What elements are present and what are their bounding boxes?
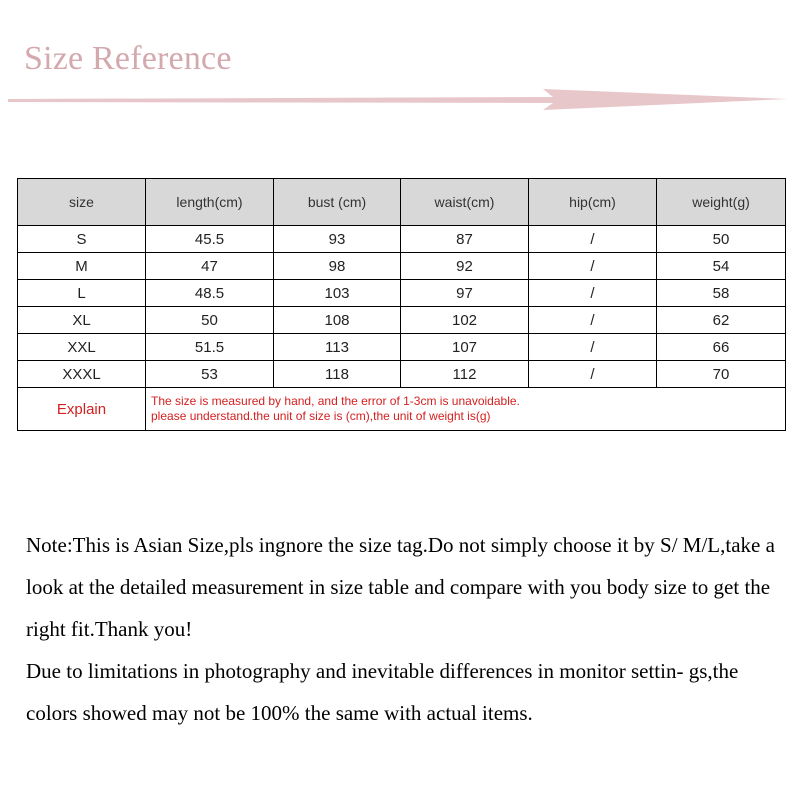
table-cell: M xyxy=(18,253,146,280)
notes-section xyxy=(26,524,786,734)
column-header-hip: hip(cm) xyxy=(529,179,657,226)
explain-text xyxy=(146,388,786,431)
table-cell: 51.5 xyxy=(146,334,274,361)
table-cell: 107 xyxy=(401,334,529,361)
table-cell: 112 xyxy=(401,361,529,388)
table-cell: 54 xyxy=(657,253,786,280)
explain-label: Explain xyxy=(18,388,146,431)
table-cell: 50 xyxy=(657,226,786,253)
column-header-size: size xyxy=(18,179,146,226)
table-cell: XXL xyxy=(18,334,146,361)
table-cell: 66 xyxy=(657,334,786,361)
table-cell: 103 xyxy=(274,280,401,307)
page-title: Size Reference xyxy=(24,40,232,77)
table-cell: 113 xyxy=(274,334,401,361)
table-cell: 45.5 xyxy=(146,226,274,253)
size-table xyxy=(17,178,786,431)
explain-row xyxy=(18,388,786,431)
table-row xyxy=(18,253,786,280)
table-cell: / xyxy=(529,361,657,388)
table-cell: 87 xyxy=(401,226,529,253)
table-cell: 98 xyxy=(274,253,401,280)
table-cell: 62 xyxy=(657,307,786,334)
explain-line-1: The size is measured by hand, and the error of 1-3cm is unavoidable. xyxy=(151,394,520,408)
table-cell: 118 xyxy=(274,361,401,388)
table-cell: XL xyxy=(18,307,146,334)
column-header-bust: bust (cm) xyxy=(274,179,401,226)
table-cell: 70 xyxy=(657,361,786,388)
table-cell: 102 xyxy=(401,307,529,334)
table-row xyxy=(18,361,786,388)
column-header-length: length(cm) xyxy=(146,179,274,226)
table-cell: / xyxy=(529,253,657,280)
table-cell: / xyxy=(529,334,657,361)
table-row xyxy=(18,226,786,253)
table-row xyxy=(18,334,786,361)
note-paragraph-size: Note:This is Asian Size,pls ingnore the size tag.Do not simply choose it by S/ M/L,take a look at the detailed measurement in size table and compare with you body size to get the right fit.Thank you! xyxy=(26,533,775,641)
table-cell: 97 xyxy=(401,280,529,307)
table-cell: 53 xyxy=(146,361,274,388)
column-header-waist: waist(cm) xyxy=(401,179,529,226)
table-cell: XXXL xyxy=(18,361,146,388)
table-cell: / xyxy=(529,280,657,307)
table-cell: 108 xyxy=(274,307,401,334)
table-cell: 47 xyxy=(146,253,274,280)
table-cell: S xyxy=(18,226,146,253)
table-row xyxy=(18,307,786,334)
table-row xyxy=(18,280,786,307)
column-header-weight: weight(g) xyxy=(657,179,786,226)
table-header-row xyxy=(18,179,786,226)
table-cell: 50 xyxy=(146,307,274,334)
table-cell: 92 xyxy=(401,253,529,280)
table-cell: / xyxy=(529,307,657,334)
table-cell: 93 xyxy=(274,226,401,253)
note-paragraph-colors: Due to limitations in photography and inevitable differences in monitor settin- gs,the colors showed may not be 100% the same with actual items. xyxy=(26,659,739,725)
table-cell: 58 xyxy=(657,280,786,307)
decorative-arrow xyxy=(8,86,788,114)
table-cell: L xyxy=(18,280,146,307)
table-cell: 48.5 xyxy=(146,280,274,307)
table-cell: / xyxy=(529,226,657,253)
explain-line-2: please understand.the unit of size is (cm),the unit of weight is(g) xyxy=(151,409,491,423)
